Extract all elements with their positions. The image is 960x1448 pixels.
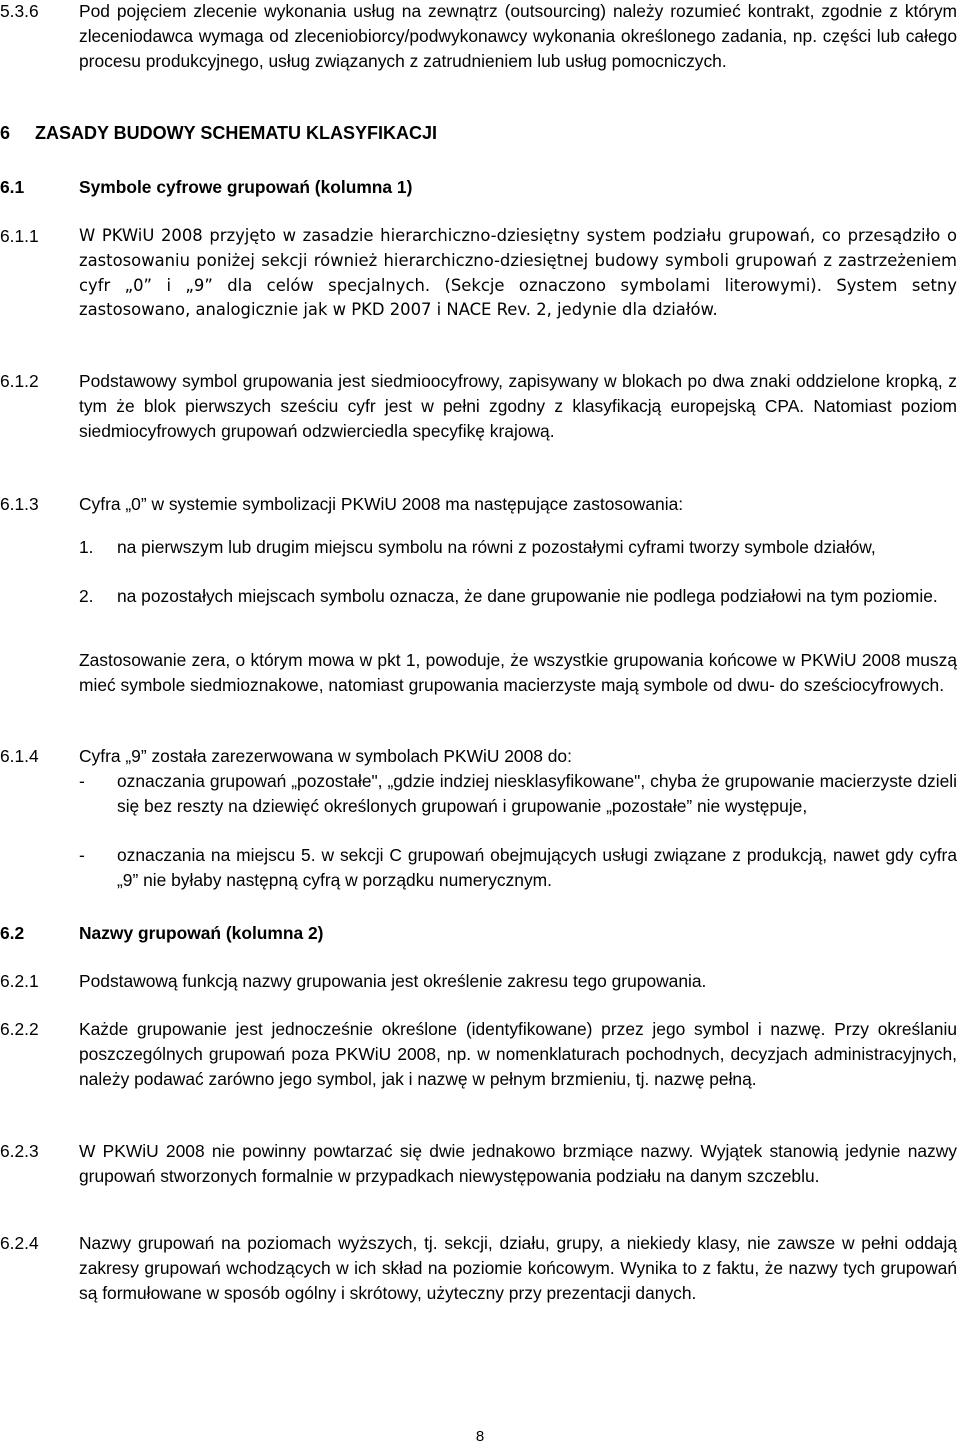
page-number: 8 xyxy=(475,1428,485,1445)
section-text: Cyfra „9” została zarezerwowana w symbolach PKWiU 2008 do: xyxy=(79,746,572,766)
list-marker: - xyxy=(79,771,85,791)
chapter-heading xyxy=(0,121,437,145)
section-text: Podstawowy symbol grupowania jest siedmioocyfrowy, zapisywany w blokach po dwa znaki oddzielone kropką, z tym że blok pierwszych sześciu cyfr jest w pełni zgodny z klasyfikacją europejską CPA. Natomiast poziom siedmiocyfrowych grupowań odzwierciedla specyfikę krajową. xyxy=(79,371,957,441)
list-item-text: oznaczania na miejscu 5. w sekcji C grupowań obejmujących usługi związane z produkcją, nawet gdy cyfra „9” nie byłaby następną cyfrą w porządku numerycznym. xyxy=(117,845,957,890)
subsection-number: 6.2 xyxy=(0,923,25,943)
subsection-number: 6.1 xyxy=(0,177,25,197)
section-number: 6.1.4 xyxy=(0,746,39,766)
chapter-title: ZASADY BUDOWY SCHEMATU KLASYFIKACJI xyxy=(35,123,438,143)
subsection-heading-6-2 xyxy=(0,921,323,945)
section-text: W PKWiU 2008 nie powinny powtarzać się dwie jednakowo brzmiące nazwy. Wyjątek stanowią jedynie nazwy grupowań stworzonych formalnie w przypadkach niewystępowania podziału na danym szczeblu. xyxy=(79,1141,957,1186)
list-item-text: na pozostałych miejscach symbolu oznacza, że dane grupowanie nie podlega podziałowi na tym poziomie. xyxy=(117,586,938,606)
section-paragraph: Zastosowanie zera, o którym mowa w pkt 1, powoduje, że wszystkie grupowania końcowe w PKWiU 2008 muszą mieć symbole siedmioznakowe, natomiast grupowania macierzyste mają symbole od dwu- do sześciocyfrowych. xyxy=(79,650,957,695)
section-number: 6.1.1 xyxy=(0,226,39,246)
section-number: 6.1.2 xyxy=(0,371,39,391)
list-marker: 1. xyxy=(79,537,94,557)
list-item-text: oznaczania grupowań „pozostałe", „gdzie indziej niesklasyfikowane", chyba że grupowanie macierzyste dzieli się bez reszty na dziewięć określonych grupowań i grupowanie „pozostałe” nie występuje, xyxy=(117,771,957,816)
section-number: 6.2.3 xyxy=(0,1141,39,1161)
section-text: Cyfra „0” w systemie symbolizacji PKWiU 2008 ma następujące zastosowania: xyxy=(79,494,684,514)
chapter-number: 6 xyxy=(0,123,11,143)
section-number: 6.2.1 xyxy=(0,971,39,991)
section-number: 6.2.2 xyxy=(0,1019,39,1039)
section-number: 6.2.4 xyxy=(0,1233,39,1253)
list-item-text: na pierwszym lub drugim miejscu symbolu na równi z pozostałymi cyframi tworzy symbole działów, xyxy=(117,537,876,557)
list-marker: - xyxy=(79,845,85,865)
section-number: 5.3.6 xyxy=(0,1,39,21)
section-text: Podstawową funkcją nazwy grupowania jest określenie zakresu tego grupowania. xyxy=(79,971,707,991)
list-marker: 2. xyxy=(79,586,94,606)
section-number: 6.1.3 xyxy=(0,494,39,514)
subsection-title: Nazwy grupowań (kolumna 2) xyxy=(79,923,324,943)
section-text: Pod pojęciem zlecenie wykonania usług na zewnątrz (outsourcing) należy rozumieć kontrakt, zgodnie z którym zleceniodawca wymaga od zleceniobiorcy/podwykonawcy wykonania określonego zadania, np. części lub całego procesu produkcyjnego, usług związanych z zatrudnieniem lub usług pomocniczych. xyxy=(79,1,957,71)
subsection-heading-6-1 xyxy=(0,175,412,199)
section-text: W PKWiU 2008 przyjęto w zasadzie hierarchiczno-dziesiętny system podziału grupowań, co przesądziło o zastosowaniu poniżej sekcji również hierarchiczno-dziesiętnej budowy symboli grupowań z zastrzeżeniem cyfr „0” i „9” dla celów specjalnych. (Sekcje oznaczono symbolami literowymi). System setny zastosowano, analogicznie jak w PKD 2007 i NACE Rev. 2, jedynie dla działów. xyxy=(79,226,957,320)
section-text: Nazwy grupowań na poziomach wyższych, tj. sekcji, działu, grupy, a niekiedy klasy, nie zawsze w pełni oddają zakresy grupowań wchodzących w ich skład na poziomie końcowym. Wynika to z faktu, że nazwy tych grupowań są formułowane w sposób ogólny i skrótowy, użyteczny przy prezentacji danych. xyxy=(79,1233,957,1303)
subsection-title: Symbole cyfrowe grupowań (kolumna 1) xyxy=(79,177,413,197)
section-text: Każde grupowanie jest jednocześnie określone (identyfikowane) przez jego symbol i nazwę. Przy określaniu poszczególnych grupowań poza PKWiU 2008, np. w nomenklaturach pochodnych, decyzjach administracyjnych, należy podawać zarówno jego symbol, jak i nazwę w pełnym brzmieniu, tj. nazwę pełną. xyxy=(79,1019,957,1089)
